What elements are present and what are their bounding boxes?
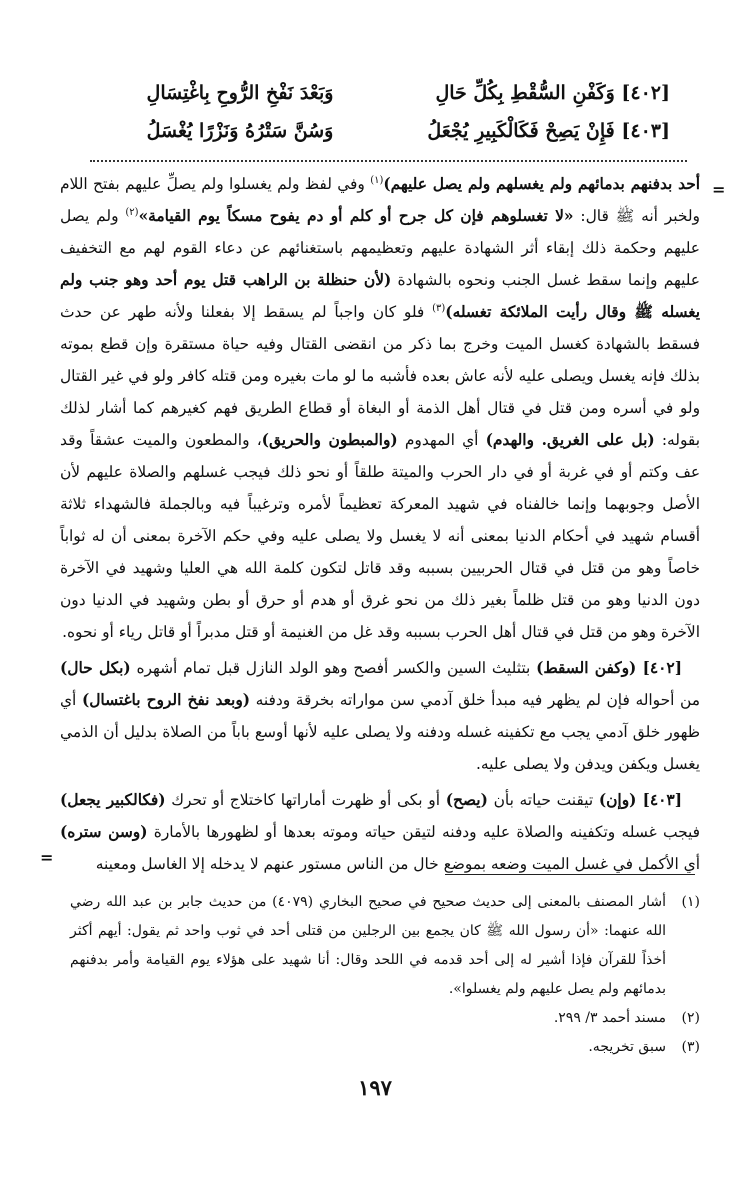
footnote-text: مسند أحمد ٣/ ٢٩٩. <box>553 1010 666 1026</box>
verse-402 <box>110 82 670 120</box>
footnote-number: (٣) <box>681 1039 700 1055</box>
verse-block <box>110 82 670 158</box>
paragraph-martyrs: أحد بدفنهم بدمائهم ولم يغسلهم ولم يصل عليهم)$^{(١)}$ وفي لفظ ولم يغسلوا ولم يصلِّ عليهم بفتح اللام ولخبر أنه ﷺ قال: «لا تغسلوهم فإن كل جرح أو كلم أو دم يفوح مسكاً يوم القيامة»$^{(٢)}$ ولم يصل عليهم وحكمة ذلك إبقاء أثر الشهادة عليهم وتعظيمهم باستغنائهم عن دعاء القوم لهم مع التخفيف عليهم وإنما سقط غسل الجنب ونحوه بالشهادة (لأن حنظلة بن الراهب قتل يوم أحد وهو جنب ولم يغسله ﷺ وقال رأيت الملائكة تغسله)$^{(٣)}$ فلو كان واجباً لم يسقط إلا بفعلنا ولأنه طهر عن حدث فسقط بالشهادة كغسل الميت وخرج بما ذكر من انقضى القتال وفيه حياة مستقرة وإن قطع بموته بذلك فإنه يغسل ويصلى عليه لأنه عاش بعده فأشبه ما لو مات بغيره ومن قتله كافر ولو في غير القتال ولو في أسره ومن قتل في قتال أهل الذمة أو البغاة أو قطاع الطريق فهم كغيرهم كما أشار لذلك بقوله: (بل على الغريق. والهدم) أي المهدوم (والمبطون والحريق)، والمطعون والميت عشقاً وقد عف وكتم أو في غربة أو في دار الحرب والميتة طلقاً أو نحو ذلك فيجب غسلهم والصلاة عليهم لأن الأصل وجوبهما وإنما خالفناه في شهيد المعركة تعظيماً لأمره وترغيباً فيه وبالجملة فالشهداء ثلاثة أقسام شهيد في أحكام الدنيا بمعنى أنه لا يغسل ولا يصلى عليه وفي حكم الآخرة بمعنى أن له ثواباً خاصاً وهو من قتل في قتال الحربيين بسببه وقد قاتل لتكون كلمة الله هي العليا وشهيد في الآخرة دون الدنيا وهو من قتل ظلماً بغير ذلك من نحو غرق أو هدم أو حرق أو بطن وشهيد في الدنيا دون الآخرة وهو من قتل في قتال أهل الحرب بسببه وقد غل من الغنيمة أو قتل مدبراً أو قاتل رياء أو نحوه. <box>60 174 701 641</box>
footnote-1 <box>70 888 700 1004</box>
verse-second-hemistich: وَسُنَّ سَتْرُهُ وَنَزْرًا يُغْسَلُ <box>146 120 334 142</box>
footnote-text: أشار المصنف بالمعنى إلى حديث صحيح في صحيح البخاري (٤٠٧٩) من حديث جابر بن عبد الله رضي الله عنهما: «أن رسول الله ﷺ كان يجمع بين الرجلين من قتلى أحد في ثوب واحد ثم يقول: أيهم أكثر أخذاً للقرآن فإذا أشير له إلى أحد قدمه في اللحد وقال: أنا شهيد على هؤلاء يوم القيامة وأمر بدفنهم بدمائهم ولم يصل عليهم ولم يغسلوا». <box>70 894 667 997</box>
footnotes <box>70 888 700 1062</box>
paragraph-402: [٤٠٢] (وكفن السقط) بتثليث السين والكسر أفصح وهو الولد النازل قبل تمام أشهره (بكل حال) من أحواله فإن لم يظهر فيه مبدأ خلق آدمي سن مواراته بخرقة ودفنه (وبعد نفخ الروح باغتسال) أي ظهور خلق آدمي يجب مع تكفينه غسله ودفنه ولا يصلى عليه لأنها أوسع باباً من الصلاة بدليل أن الذمي يغسل ويكفن ويدفن ولا يصلى عليه. <box>60 659 700 773</box>
footnote-ref: (٣) <box>432 302 446 314</box>
page-number: ١٩٧ <box>358 1075 392 1100</box>
footnote-number: (١) <box>681 894 700 910</box>
commentary-text <box>60 168 700 880</box>
footnote-ref: (١) <box>370 174 384 186</box>
footnote-separator <box>445 874 695 875</box>
verse-403 <box>110 120 670 158</box>
footnote-2 <box>70 1004 700 1033</box>
verse-second-hemistich: وَبَعْدَ نَفْخِ الرُّوحِ بِاغْتِسَالِ <box>146 82 334 104</box>
footnote-3 <box>70 1033 700 1062</box>
verse-number: [٤٠٢] <box>621 82 670 104</box>
footnote-ref: (٢) <box>125 206 139 218</box>
verse-first-hemistich: [٤٠٣] فَإِنْ يَصِحْ فَكَالْكَبِيرِ يُجْعَلُ <box>427 120 670 142</box>
verse-number: [٤٠٣] <box>621 120 670 142</box>
verse-first-hemistich: [٤٠٢] وَكَفْنِ السُّقْطِ بِكُلِّ حَالِ <box>435 82 670 104</box>
dotted-separator <box>90 160 687 162</box>
footnote-number: (٢) <box>681 1010 700 1026</box>
paragraph-403: [٤٠٣] (وإن) تيقنت حياته بأن (يصح) أو بكى أو ظهرت أماراتها كاختلاج أو تحرك (فكالكبير يجعل) فيجب غسله وتكفينه والصلاة عليه ودفنه لتيقن حياته وموته بعدها أو لظهورها بالأمارة (وسن ستره) أي الأكمل في غسل الميت وضعه بموضع خال من الناس مستور عنهم لا يدخله إلا الغاسل ومعينه <box>60 791 700 873</box>
continuation-mark-end: = <box>40 848 54 867</box>
continuation-mark-start: = <box>712 180 726 199</box>
footnote-text: سبق تخريجه. <box>588 1039 666 1055</box>
